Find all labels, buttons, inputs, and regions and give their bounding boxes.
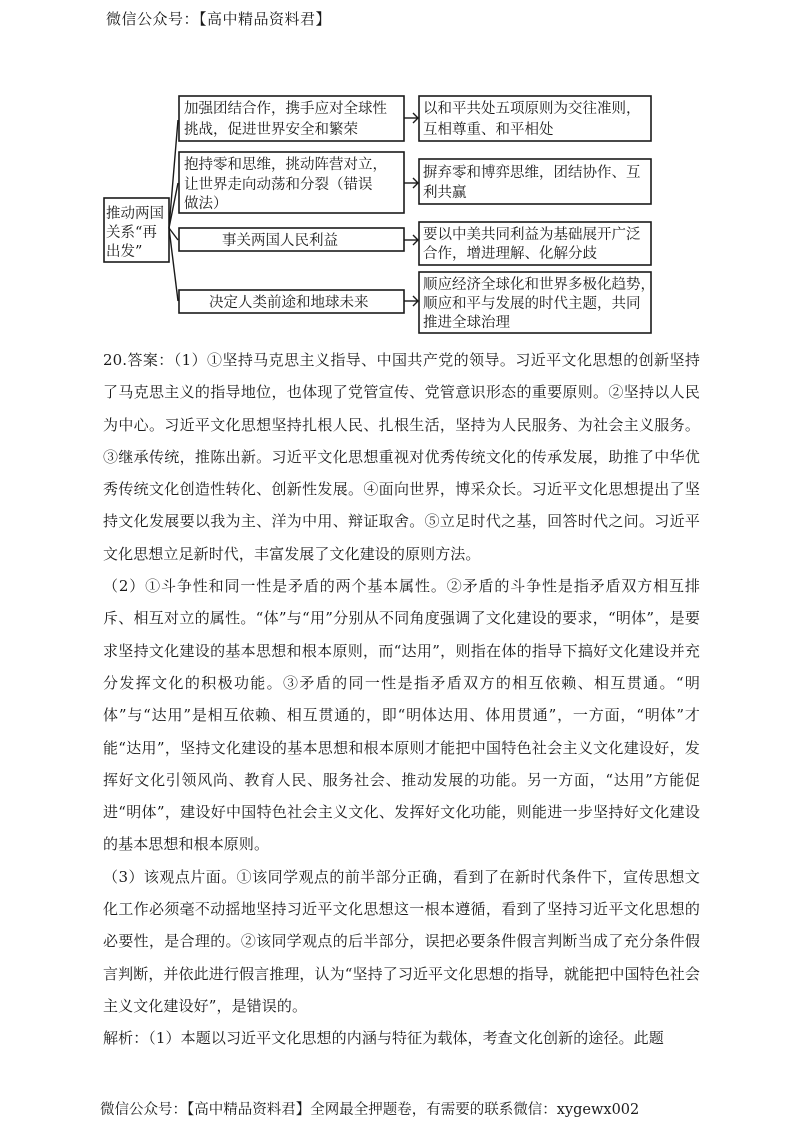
diagram-root-line-3: 出发”	[106, 244, 143, 260]
relationship-diagram	[0, 0, 800, 340]
diagram-row-4-right-line-2: 顺应和平与发展的时代主题，共同	[423, 296, 641, 312]
diagram-row-4-left-line-1: 决定人类前途和地球未来	[209, 295, 369, 311]
diagram-row-2-right-line-2: 利共赢	[423, 185, 467, 201]
analysis-paragraph: 解析：（1）本题以习近平文化思想的内涵与特征为载体，考查文化创新的途径。此题	[103, 1029, 664, 1048]
answer-body	[103, 344, 700, 1055]
diagram-row-2-left-line-1: 抱持零和思维，挑动阵营对立，	[184, 157, 387, 173]
diagram-root-line-1: 推动两国	[106, 206, 164, 222]
diagram-row-2-left-line-3: 做法）	[184, 196, 228, 212]
page-footer: 微信公众号：【高中精品资料君】全网最全押题卷，有需要的联系微信：xygewx002	[100, 1102, 640, 1118]
diagram-row-1-right-line-2: 互相尊重、和平相处	[423, 122, 554, 138]
answer-paragraph-1: 20.答案：（1）①坚持马克思主义指导、中国共产党的领导。习近平文化思想的创新坚持了马克思主义的指导地位，也体现了党管宣传、党管意识形态的重要原则。②坚持以人民为中心。习近平文化思想坚持扎根人民、扎根生活，坚持为人民服务、为社会主义服务。③继承传统，推陈出新。习近平文化思想重视对优秀传统文化的传承发展，助推了中华优秀传统文化创造性转化、创新性发展。④面向世界，博采众长。习近平文化思想提出了坚持文化发展要以我为主、洋为中用、辩证取舍。⑤立足时代之基，回答时代之问。习近平文化思想立足新时代，丰富发展了文化建设的原则方法。	[103, 351, 700, 563]
diagram-row-1-left-line-2: 挑战，促进世界安全和繁荣	[184, 122, 358, 138]
answer-paragraph-3: （3）该观点片面。①该同学观点的前半部分正确，看到了在新时代条件下，宣传思想文化工作必须毫不动摇地坚持习近平文化思想这一根本遵循，看到了坚持习近平文化思想的必要性，是合理的。②该同学观点的后半部分，误把必要条件假言判断当成了充分条件假言判断，并依此进行假言推理，认为“坚持了习近平文化思想的指导，就能把中国特色社会主义文化建设好”，是错误的。	[103, 867, 700, 1015]
diagram-row-3-left-line-1: 事关两国人民利益	[222, 233, 338, 249]
diagram-row-1-left-line-1: 加强团结合作，携手应对全球性	[184, 101, 387, 117]
diagram-row-3-right-line-2: 合作，增进理解、化解分歧	[423, 246, 597, 262]
diagram-row-2-left-line-2: 让世界走向动荡和分裂（错误	[184, 177, 373, 193]
diagram-row-1-right-line-1: 以和平共处五项原则为交往准则，	[423, 101, 641, 117]
diagram-row-3-right-line-1: 要以中美共同利益为基础展开广泛	[423, 227, 641, 243]
diagram-row-2-right-line-1: 摒弃零和博弈思维，团结协作、互	[423, 165, 641, 181]
diagram-row-4-right-line-3: 推进全球治理	[423, 315, 510, 331]
page-header: 微信公众号：【高中精品资料君】	[106, 10, 332, 28]
answer-paragraph-2: （2）①斗争性和同一性是矛盾的两个基本属性。②矛盾的斗争性是指矛盾双方相互排斥、相互对立的属性。“体”与“用”分别从不同角度强调了文化建设的要求，“明体”，是要求坚持文化建设的基本思想和根本原则，而“达用”，则指在体的指导下搞好文化建设并充分发挥文化的积极功能。③矛盾的同一性是指矛盾双方的相互依赖、相互贯通。“明体”与“达用”是相互依赖、相互贯通的，即“明体达用、体用贯通”，一方面，“明体”才能“达用”，坚持文化建设的基本思想和根本原则才能把中国特色社会主义文化建设好，发挥好文化引领风尚、教育人民、服务社会、推动发展的功能。另一方面，“达用”方能促进“明体”，建设好中国特色社会主义文化、发挥好文化功能，则能进一步坚持好文化建设的基本思想和根本原则。	[103, 577, 700, 854]
diagram-row-4-right-line-1: 顺应经济全球化和世界多极化趋势，	[423, 277, 655, 293]
diagram-root-line-2: 关系“再	[106, 225, 157, 241]
